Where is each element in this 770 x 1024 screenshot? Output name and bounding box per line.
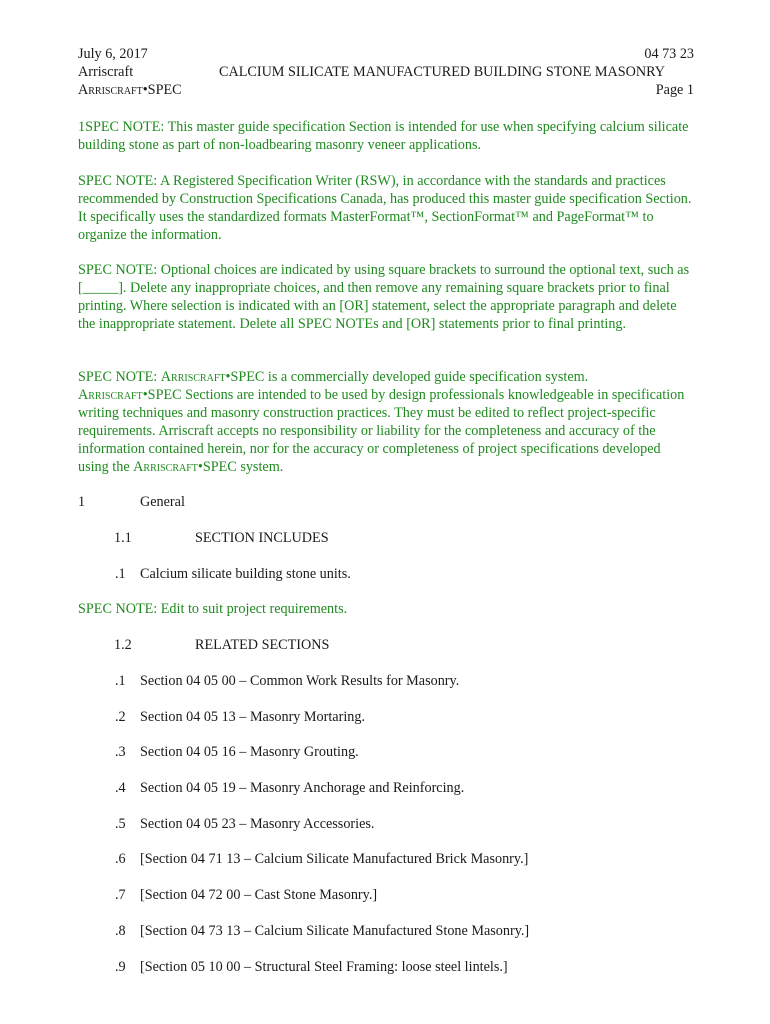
list-item-number: .7	[115, 887, 126, 903]
header-title: CALCIUM SILICATE MANUFACTURED BUILDING STONE MASONRY	[219, 64, 666, 80]
spec-note-4-part3: •SPEC Sections are intended to be used by design professionals knowledgeable in specification writing techniques and masonry construction practices. They must be edited to reflect project-specific requirements. Arriscraft accepts no responsibility or liability for the completeness and accuracy of the information contained herein, nor for the accuracy or completeness of project specifications developed using the	[78, 387, 685, 475]
list-item-text: Section 04 05 16 – Masonry Grouting.	[140, 744, 359, 760]
part-1-title: General	[140, 494, 185, 510]
header-company: Arriscraft	[78, 64, 134, 80]
list-item-number: .1	[115, 673, 126, 689]
header-page-number: Page 1	[655, 82, 694, 98]
spec-note-4-part4: •SPEC system.	[197, 459, 284, 475]
list-item-number: .2	[115, 709, 126, 725]
header-section-number: 04 73 23	[644, 46, 694, 62]
article-1-1-number: 1.1	[114, 530, 132, 546]
header-brand-caps: Arriscraft	[78, 82, 143, 98]
spec-note-4-brand-3: Arriscraft	[133, 459, 198, 475]
list-item-text: Section 04 05 13 – Masonry Mortaring.	[140, 709, 366, 725]
header-row-1	[78, 45, 694, 63]
header-row-2	[78, 63, 694, 81]
list-item-number: .9	[115, 959, 126, 975]
spec-note-4-part1: SPEC NOTE:	[78, 369, 161, 385]
list-item-text: Section 04 05 19 – Masonry Anchorage and Reinforcing.	[140, 780, 465, 796]
list-item-number: .4	[115, 780, 126, 796]
spec-note-3: SPEC NOTE: Optional choices are indicated by using square brackets to surround the optional text, such as [_____]. Delete any inappropriate choices, and then remove any remaining square brackets prior to final printing. Where selection is indicated with an [OR] statement, select the appropriate paragraph and delete the inappropriate statement. Delete all SPEC NOTEs and [OR] statements prior to final printing.	[78, 262, 690, 332]
list-item-text: [Section 05 10 00 – Structural Steel Framing: loose steel lintels.]	[140, 959, 508, 975]
document-page	[78, 45, 694, 975]
list-item-number: .3	[115, 744, 126, 760]
header-row-3	[78, 81, 694, 99]
list-item-text: Section 04 05 23 – Masonry Accessories.	[140, 816, 375, 832]
list-item-text: [Section 04 71 13 – Calcium Silicate Manufactured Brick Masonry.]	[140, 851, 529, 867]
header-brand-suffix: •SPEC	[142, 82, 182, 98]
list-item-number: .5	[115, 816, 126, 832]
spec-note-4-brand-2: Arriscraft	[78, 387, 143, 403]
spec-note-4-part2: •SPEC is a commercially developed guide specification system.	[225, 369, 589, 385]
header-spec-brand	[78, 81, 182, 99]
spec-note-4	[78, 368, 694, 476]
list-item-text: Section 04 05 00 – Common Work Results for Masonry.	[140, 673, 460, 689]
article-1-2-title: RELATED SECTIONS	[195, 637, 330, 653]
spec-note-5: SPEC NOTE: Edit to suit project requirements.	[78, 601, 348, 617]
spec-note-1: 1SPEC NOTE: This master guide specification Section is intended for use when specifying calcium silicate building stone as part of non-loadbearing masonry veneer applications.	[78, 119, 689, 153]
part-1-number: 1	[78, 494, 86, 510]
list-item-number: .8	[115, 923, 126, 939]
list-item-text: [Section 04 72 00 – Cast Stone Masonry.]	[140, 887, 378, 903]
list-item-number: .1	[115, 566, 126, 582]
article-1-1-title: SECTION INCLUDES	[195, 530, 329, 546]
header-date: July 6, 2017	[78, 46, 148, 62]
spec-note-4-brand: Arriscraft	[160, 369, 226, 385]
spec-note-2: SPEC NOTE: A Registered Specification Writer (RSW), in accordance with the standards and practices recommended by Construction Specifications Canada, has produced this master guide specification Section. It specifically uses the standardized formats MasterFormat™, SectionFormat™ and PageFormat™ to organize the information.	[78, 173, 692, 243]
article-1-2-number: 1.2	[114, 637, 132, 653]
list-item-text: [Section 04 73 13 – Calcium Silicate Manufactured Stone Masonry.]	[140, 923, 530, 939]
list-item-text: Calcium silicate building stone units.	[140, 566, 351, 582]
list-item-number: .6	[115, 851, 126, 867]
